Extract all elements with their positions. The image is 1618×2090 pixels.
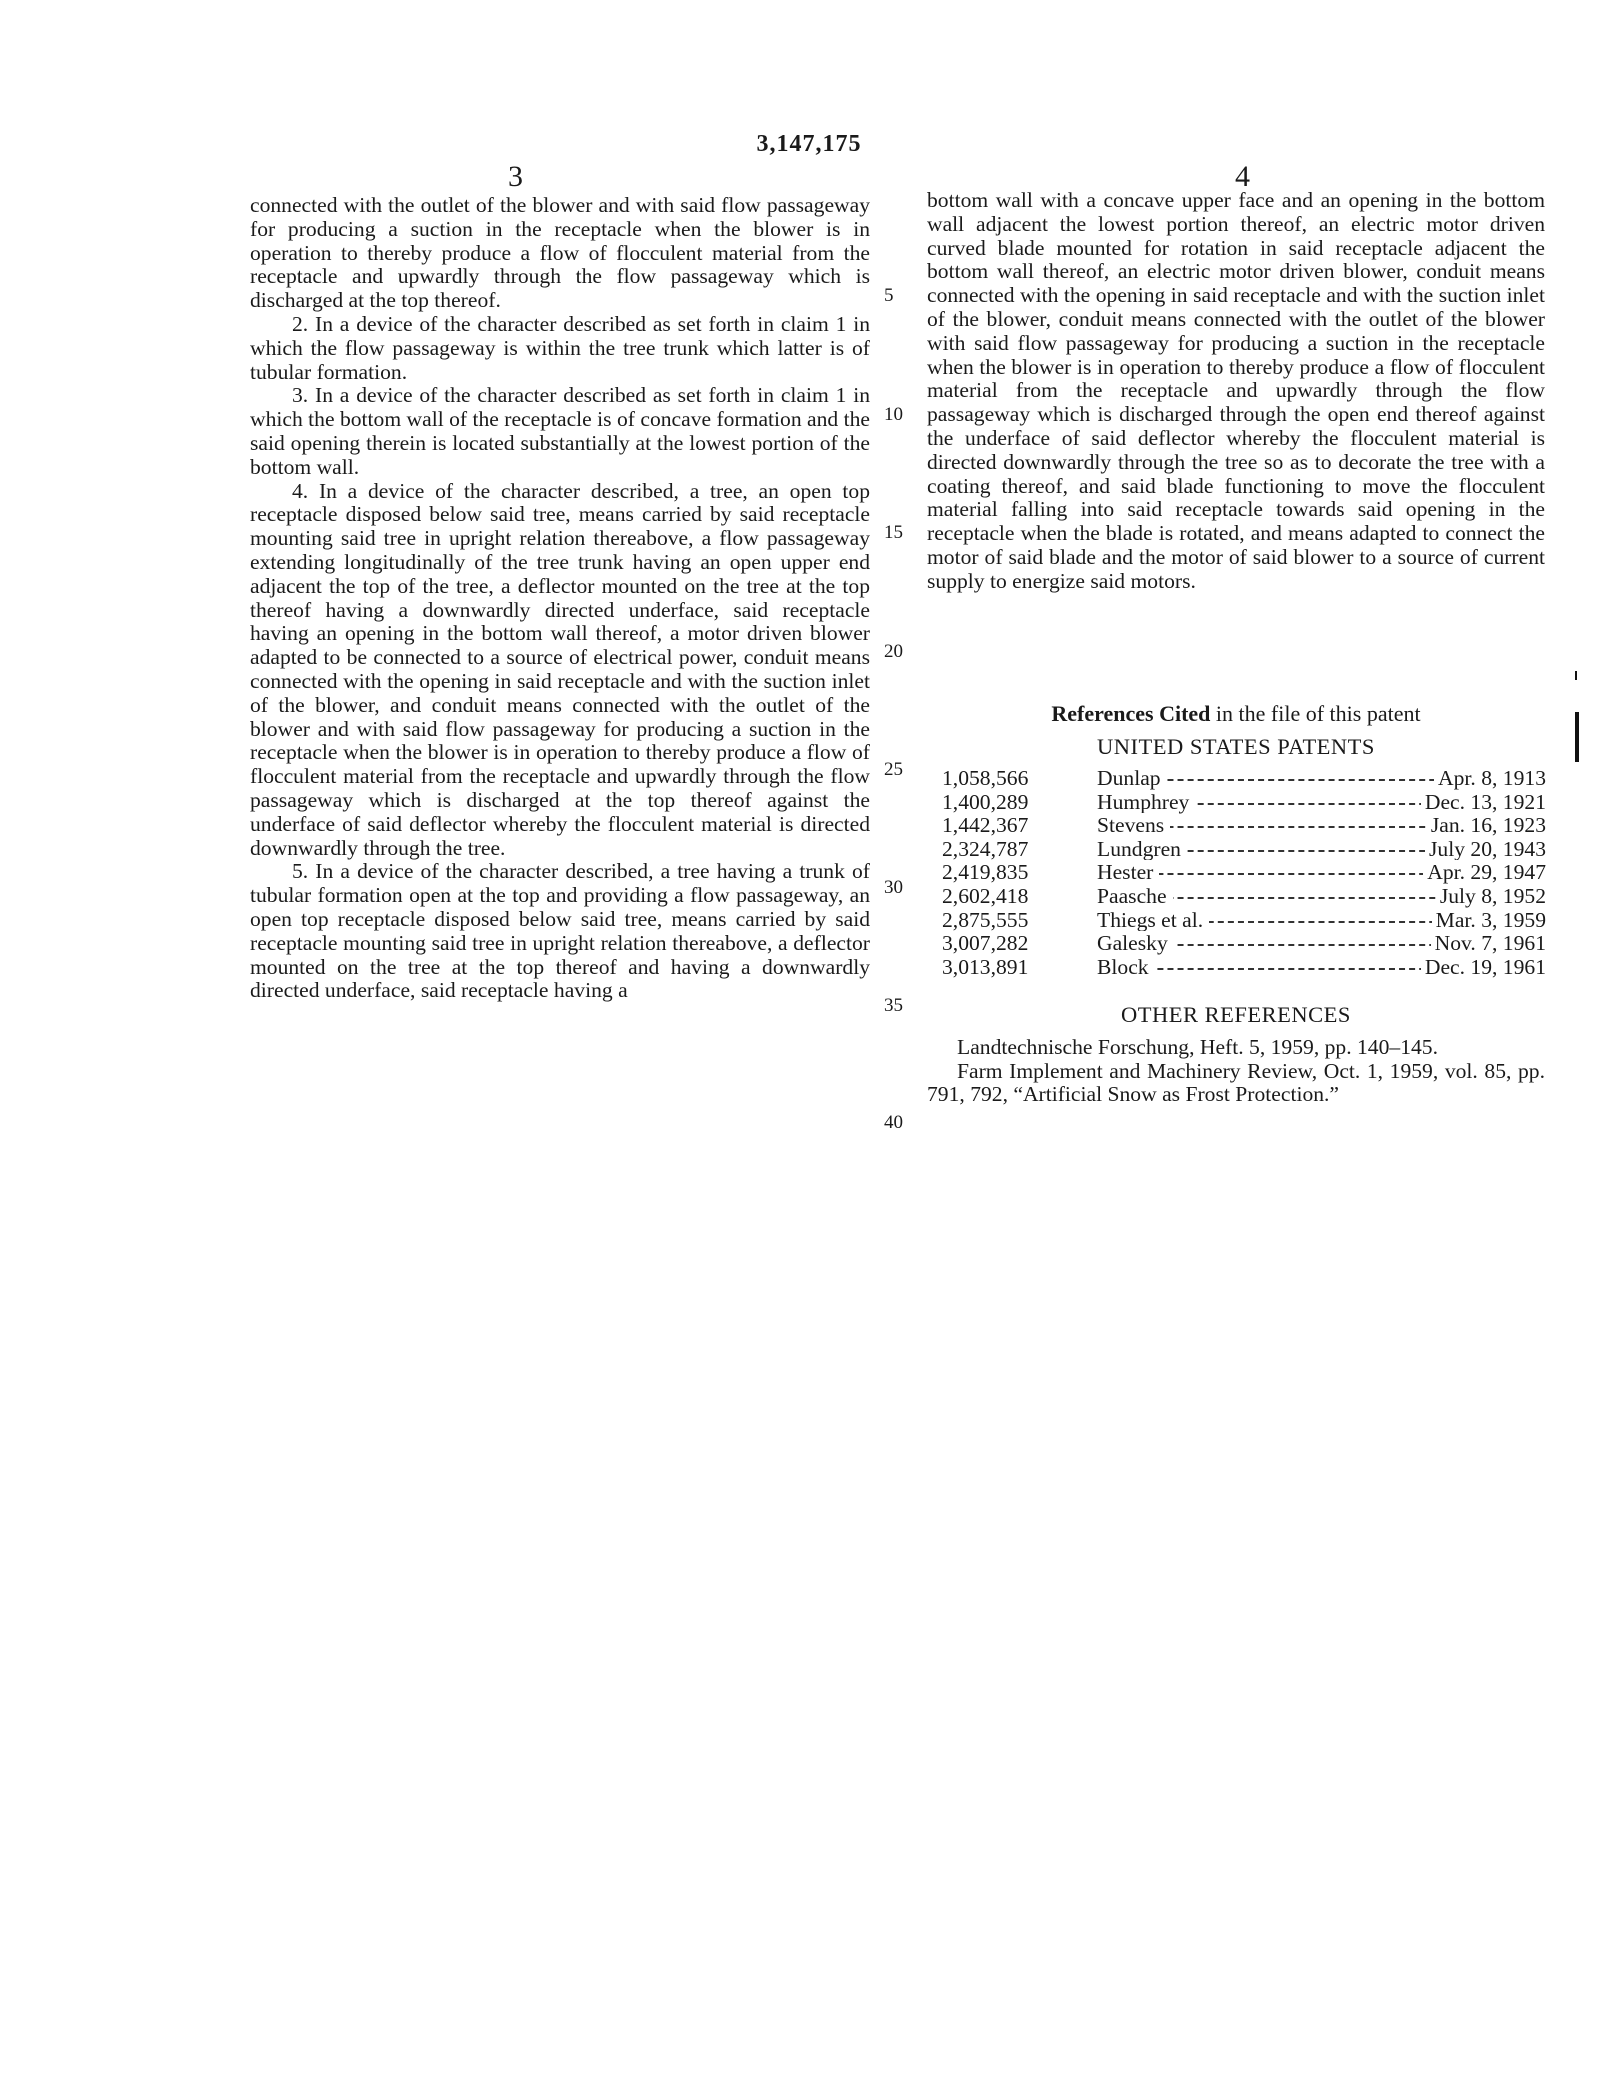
patent-number-cell: 2,324,787 xyxy=(942,836,1029,861)
patent-number-cell: 2,602,418 xyxy=(942,883,1029,908)
patentee-name-text: Stevens xyxy=(1097,813,1170,837)
patent-row xyxy=(942,931,1546,955)
patentee-name xyxy=(1097,884,1173,909)
right-column-number: 4 xyxy=(1235,160,1250,193)
claim-4: 4. In a device of the character described, a tree, an open top receptacle disposed below said tree, means carried by said receptacle mounting said tree in upright relation thereabove, a flow passageway extending longitudinally of the tree trunk having an open upper end adjacent the top of the tree, a deflector mounted on the tree at the top thereof having a downwardly directed underface, said receptacle having an opening in the bottom wall thereof, a motor driven blower adapted to be connected to a source of electrical power, conduit means connected with the opening in said receptacle and with the suction inlet of the blower, and conduit means connected with the outlet of the blower and with said flow passageway for producing a suction in the receptacle when the blower is in operation to thereby produce a flow of flocculent material from the receptacle and upwardly through the flow passageway which is discharged at the top thereof against the underface of said deflector whereby the flocculent material is directed downwardly through the tree. xyxy=(250,478,870,860)
patent-row xyxy=(942,790,1546,814)
patent-date: Apr. 8, 1913 xyxy=(1434,766,1546,791)
claim-continuation: connected with the outlet of the blower and with said flow passageway for producing a suction in the receptacle when the blower is in operation to thereby produce a flow of flocculent material from the receptacle and upwardly through the flow passageway which is discharged at the top thereof. xyxy=(250,193,870,313)
patentee-name-text: Block xyxy=(1097,955,1155,979)
patent-number-cell: 2,419,835 xyxy=(942,860,1029,885)
patent-date: Jan. 16, 1923 xyxy=(1427,813,1546,838)
patentee-name-text: Lundgren xyxy=(1097,837,1187,861)
line-number: 20 xyxy=(884,641,903,662)
other-references-heading: OTHER REFERENCES xyxy=(1121,1002,1351,1027)
line-number: 15 xyxy=(884,522,903,543)
patentee-name xyxy=(1097,931,1174,956)
references-heading-rest: in the file of this patent xyxy=(1210,701,1421,726)
patent-row xyxy=(942,766,1546,790)
patentee-name-text: Humphrey xyxy=(1097,790,1195,814)
line-number: 10 xyxy=(884,404,903,425)
other-reference: Farm Implement and Machinery Review, Oct. 1, 1959, vol. 85, pp. 791, 792, “Artificial Snow as Frost Protection.” xyxy=(927,1058,1545,1107)
patent-number: 3,147,175 xyxy=(756,131,862,157)
references-heading xyxy=(927,701,1545,727)
patent-row xyxy=(942,860,1546,884)
patent-row xyxy=(942,884,1546,908)
patentee-name xyxy=(1097,766,1167,791)
patent-date: Apr. 29, 1947 xyxy=(1423,860,1546,885)
patentee-name-text: Thiegs et al. xyxy=(1097,908,1209,932)
patentee-name xyxy=(1097,860,1159,885)
patent-row xyxy=(942,955,1546,979)
left-column-number: 3 xyxy=(508,160,523,193)
scan-artifact-bar xyxy=(1575,712,1579,762)
patent-row xyxy=(942,908,1546,932)
patent-row xyxy=(942,837,1546,861)
claim-2: 2. In a device of the character described as set forth in claim 1 in which the flow passageway is within the tree trunk which latter is of tubular formation. xyxy=(250,311,870,384)
patent-date: July 8, 1952 xyxy=(1436,884,1546,909)
references-heading-bold: References Cited xyxy=(1051,701,1211,726)
patentee-name xyxy=(1097,837,1187,862)
line-number: 35 xyxy=(884,995,903,1016)
patentee-name xyxy=(1097,955,1155,980)
line-number: 5 xyxy=(884,285,894,306)
other-references xyxy=(927,1036,1545,1107)
patent-number-cell: 3,007,282 xyxy=(942,931,1029,956)
patentee-name-text: Hester xyxy=(1097,860,1159,884)
other-reference: Landtechnische Forschung, Heft. 5, 1959, pp. 140–145. xyxy=(957,1035,1438,1059)
patent-date: July 20, 1943 xyxy=(1425,837,1546,862)
patentee-name xyxy=(1097,813,1170,838)
patent-row xyxy=(942,813,1546,837)
claim-5-continuation: bottom wall with a concave upper face and an opening in the bottom wall adjacent the lowest portion thereof, an electric motor driven curved blade mounted for rotation in said receptacle adjacent the bottom wall thereof, an electric motor driven blower, conduit means connected with the opening in said receptacle and with the suction inlet of the blower, conduit means connected with the outlet of the blower with said flow passageway for producing a suction in the receptacle when the blower is in operation to thereby produce a flow of flocculent material from the receptacle and upwardly through the flow passageway which is discharged through the open end thereof against the underface of said deflector whereby the flocculent material is directed downwardly through the tree so as to decorate the tree with a coating thereof, and said blade functioning to move the flocculent material falling into said receptacle towards said opening in the receptacle when the blade is rotated, and means adapted to connect the motor of said blade and the motor of said blower to a source of current supply to energize said motors. xyxy=(927,188,1545,593)
left-column xyxy=(250,194,870,1003)
line-number: 40 xyxy=(884,1112,903,1133)
patentee-name xyxy=(1097,790,1195,815)
scan-artifact-mark xyxy=(1575,671,1577,680)
line-number: 25 xyxy=(884,759,903,780)
patentee-name-text: Paasche xyxy=(1097,884,1173,908)
line-number: 30 xyxy=(884,877,903,898)
patent-number-cell: 1,400,289 xyxy=(942,789,1029,814)
patent-number-cell: 1,442,367 xyxy=(942,813,1029,838)
patent-number-cell: 1,058,566 xyxy=(942,766,1029,790)
patent-number-cell: 3,013,891 xyxy=(942,954,1029,979)
claim-5: 5. In a device of the character described, a tree having a trunk of tubular formation open at the top and providing a flow passageway, an open top receptacle disposed below said tree, means carried by said receptacle mounting said tree in upright relation thereabove, a deflector mounted on the tree at the top thereof and having a downwardly directed underface, said receptacle having a xyxy=(250,859,870,1003)
right-column xyxy=(927,189,1545,594)
patentee-name xyxy=(1097,908,1209,933)
patent-date: Nov. 7, 1961 xyxy=(1431,931,1546,956)
patent-number-cell: 2,875,555 xyxy=(942,907,1029,932)
patentee-name-text: Galesky xyxy=(1097,931,1174,955)
us-patents-list xyxy=(942,766,1546,978)
patent-date: Mar. 3, 1959 xyxy=(1432,908,1546,933)
claim-3: 3. In a device of the character described as set forth in claim 1 in which the bottom wall of the receptacle is of concave formation and the said opening therein is located substantially at the lowest portion of the bottom wall. xyxy=(250,383,870,479)
patent-date: Dec. 13, 1921 xyxy=(1421,790,1546,815)
patentee-name-text: Dunlap xyxy=(1097,766,1167,790)
us-patents-heading: UNITED STATES PATENTS xyxy=(1097,734,1375,759)
patent-date: Dec. 19, 1961 xyxy=(1421,955,1546,980)
